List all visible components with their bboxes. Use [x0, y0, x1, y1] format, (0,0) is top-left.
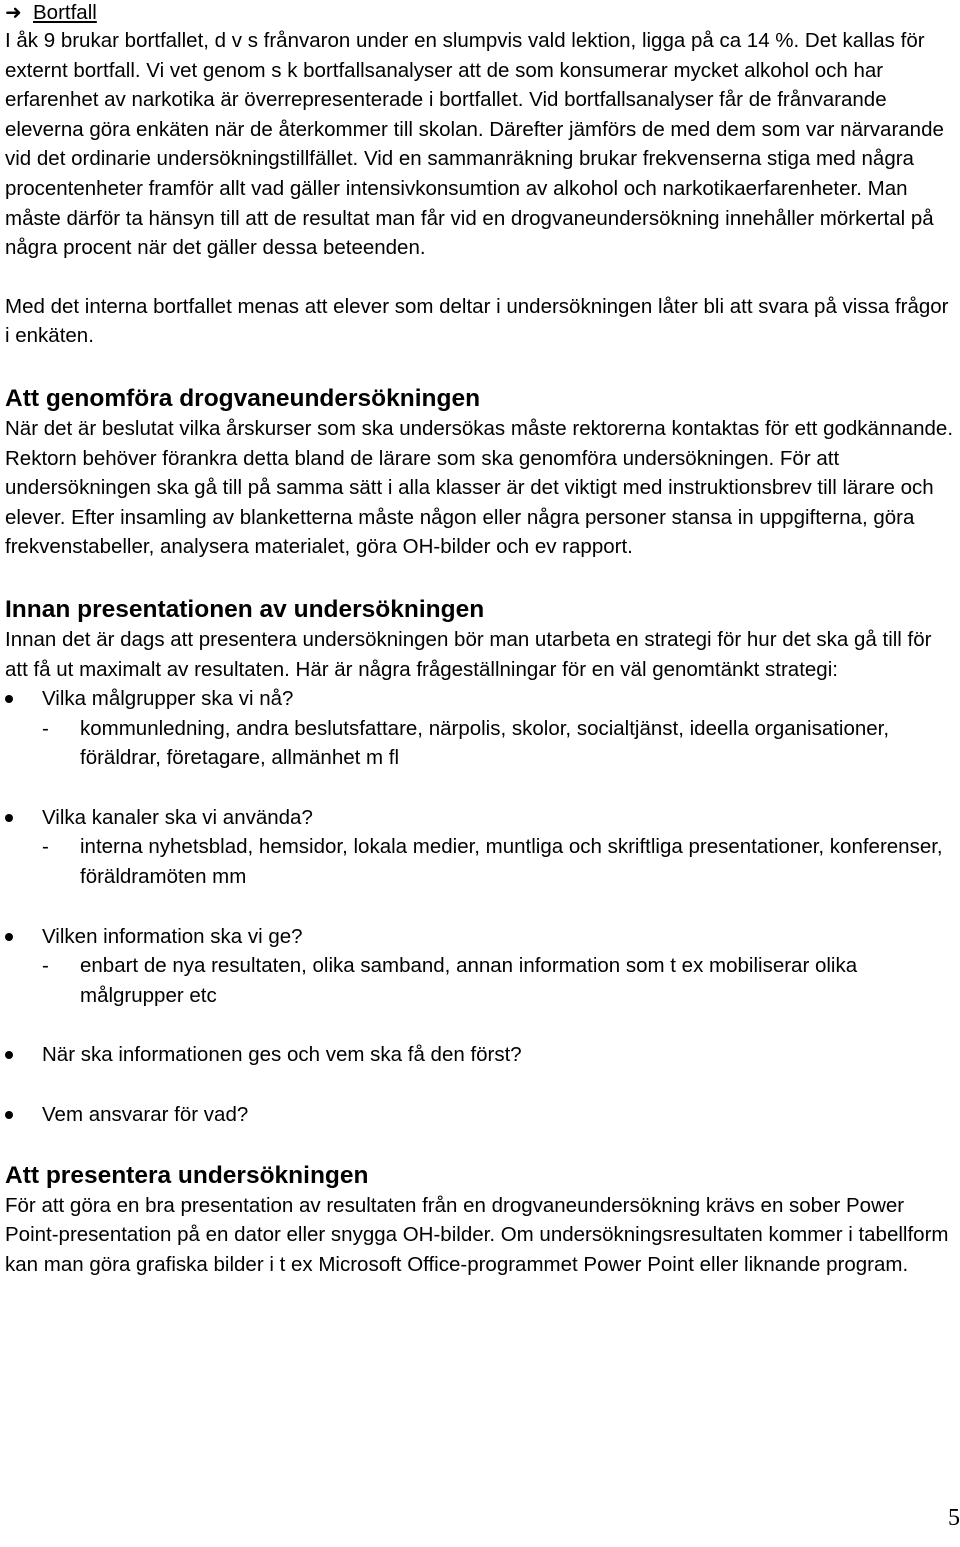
document-page — [5, 0, 955, 1279]
bortfall-heading-row — [5, 0, 955, 26]
sub-item-text: enbart de nya resultaten, olika samband, annan information som t ex mobiliserar olika målgrupper etc — [80, 954, 858, 1007]
arrow-right-icon: ➜ — [5, 2, 22, 24]
sub-item — [5, 832, 955, 891]
list-item — [5, 922, 955, 1011]
sub-item-text: interna nyhetsblad, hemsidor, lokala medier, muntliga och skriftliga presentationer, konferenser, föräldramöten mm — [80, 835, 943, 889]
bullet-icon — [5, 1111, 13, 1119]
bullet-icon — [5, 695, 13, 703]
dash-marker: - — [42, 835, 49, 859]
bullet-icon — [5, 1051, 13, 1059]
question-text: Vilka målgrupper ska vi nå? — [42, 687, 294, 711]
bortfall-paragraph-2: Med det interna bortfallet menas att elever som deltar i undersökningen låter bli att svara på vissa frågor i enkäten. — [5, 294, 949, 348]
list-item — [5, 1040, 955, 1070]
question-text: Vilka kanaler ska vi använda? — [42, 805, 313, 829]
presentera-paragraph: För att göra en bra presentation av resultaten från en drogvaneundersökning krävs en sober Power Point-presentation på en dator eller snygga OH-bilder. Om undersökningsresultaten kommer i tabellform kan man göra grafiska bilder i t ex Microsoft Office-programmet Power Point eller liknande program. — [5, 1193, 949, 1276]
bortfall-link[interactable]: Bortfall — [33, 1, 97, 24]
section-heading-presentera: Att presentera undersökningen — [5, 1161, 369, 1189]
sub-item — [5, 714, 955, 773]
bullet-icon — [5, 933, 13, 941]
genomfora-paragraph: När det är beslutat vilka årskurser som ska undersökas måste rektorerna kontaktas för ett godkännande. Rektorn behöver förankra detta bland de lärare som ska genomföra undersökningen. För att undersökningen ska gå till på samma sätt i alla klasser är det viktigt med instruktionsbrev till lärare och elever. Efter insamling av blanketterna måste någon eller några personer stansa in uppgifterna, göra frekvenstabeller, analysera materialet, göra OH-bilder och ev rapport. — [5, 416, 954, 559]
section-heading-genomfora: Att genomföra drogvaneundersökningen — [5, 384, 481, 412]
dash-marker: - — [42, 716, 49, 740]
list-item — [5, 803, 955, 892]
sub-item-text: kommunledning, andra beslutsfattare, närpolis, skolor, socialtjänst, ideella organisationer, föräldrar, företagare, allmänhet m fl — [80, 716, 890, 770]
question-text: När ska informationen ges och vem ska få den först? — [42, 1043, 522, 1067]
dash-marker: - — [42, 954, 49, 978]
question-text: Vem ansvarar för vad? — [42, 1103, 249, 1127]
innan-intro-paragraph: Innan det är dags att presentera undersökningen bör man utarbeta en strategi för hur det ska gå till för att få ut maximalt av resultaten. Här är några frågeställningar för en väl genomtänkt strategi: — [5, 627, 932, 681]
strategy-question-list — [5, 684, 955, 1130]
section-heading-innan: Innan presentationen av undersökningen — [5, 595, 485, 623]
question-text: Vilken information ska vi ge? — [42, 924, 303, 948]
sub-item — [5, 951, 955, 1010]
list-item — [5, 684, 955, 773]
bullet-icon — [5, 814, 13, 822]
list-item — [5, 1100, 955, 1130]
page-number: 5 — [948, 1505, 960, 1531]
bortfall-paragraph-1: I åk 9 brukar bortfallet, d v s frånvaron under en slumpvis vald lektion, ligga på ca 14 %. Det kallas för externt bortfall. Vi vet genom s k bortfallsanalyser att de som konsumerar mycket alkohol och har erfarenhet av narkotika är överrepresenterade i bortfallet. Vid bortfallsanalyser får de frånvarande eleverna göra enkäten när de återkommer till skolan. Därefter jämförs de med dem som var närvarande vid det ordinarie undersökningstillfället. Vid en sammanräkning brukar frekvenserna stiga med några procentenheter framför allt vad gäller intensivkonsumtion av alkohol och narkotikaerfarenheter. Man måste därför ta hänsyn till att de resultat man får vid en drogvaneundersökning innehåller mörkertal på några procent när det gäller dessa beteenden. — [5, 29, 944, 260]
